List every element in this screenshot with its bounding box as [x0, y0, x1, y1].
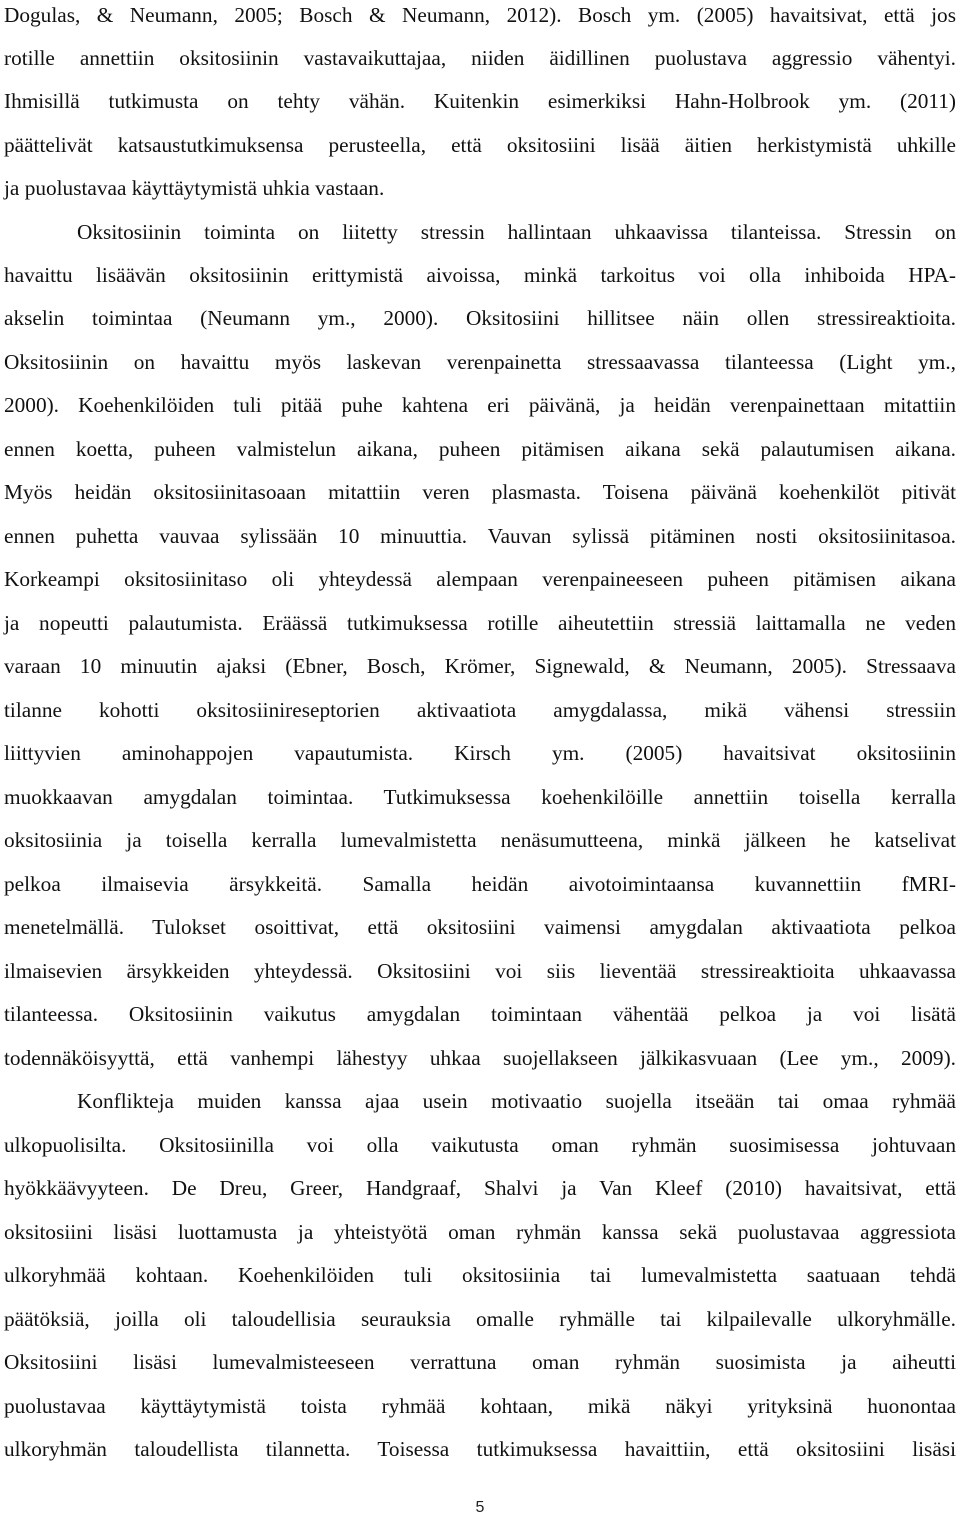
text-line: rotille annettiin oksitosiinin vastavaikuttajaa, niiden äidillinen puolustava aggressio vähentyi.	[4, 46, 956, 70]
text-line: ulkoryhmän taloudellista tilannetta. Toisessa tutkimuksessa havaittiin, että oksitosiini lisäsi	[4, 1437, 956, 1461]
text-line: Korkeampi oksitosiinitaso oli yhteydessä alempaan verenpaineeseen puheen pitämisen aikana	[4, 567, 956, 591]
text-line: todennäköisyyttä, että vanhempi lähestyy uhkaa suojellakseen jälkikasvuaan (Lee ym., 2009).	[4, 1046, 956, 1070]
text-line: menetelmällä. Tulokset osoittivat, että oksitosiini vaimensi amygdalan aktivaatiota pelkoa	[4, 915, 956, 939]
text-line: ulkopuolisilta. Oksitosiinilla voi olla vaikutusta oman ryhmän suosimisessa johtuvaan	[4, 1133, 956, 1157]
text-line: akselin toimintaa (Neumann ym., 2000). Oksitosiini hillitsee näin ollen stressireaktioita.	[4, 306, 956, 330]
paragraph-first-line: Oksitosiinin toiminta on liitetty stressin hallintaan uhkaavissa tilanteissa. Stressin on	[77, 220, 956, 244]
text-line: ilmaisevien ärsykkeiden yhteydessä. Oksitosiini voi siis lieventää stressireaktioita uhkaavassa	[4, 959, 956, 983]
text-line: Oksitosiinin on havaittu myös laskevan verenpainetta stressaavassa tilanteessa (Light ym.,	[4, 350, 956, 374]
text-line: pelkoa ilmaisevia ärsykkeitä. Samalla heidän aivotoimintaansa kuvannettiin fMRI-	[4, 872, 956, 896]
text-line: ulkoryhmää kohtaan. Koehenkilöiden tuli oksitosiinia tai lumevalmistetta saatuaan tehdä	[4, 1263, 956, 1287]
text-line: muokkaavan amygdalan toimintaa. Tutkimuksessa koehenkilöille annettiin toisella kerralla	[4, 785, 956, 809]
text-line: havaittu lisäävän oksitosiinin erittymistä aivoissa, minkä tarkoitus voi olla inhiboida HPA-	[4, 263, 956, 287]
text-line: Dogulas, & Neumann, 2005; Bosch & Neumann, 2012). Bosch ym. (2005) havaitsivat, että jos	[4, 3, 956, 27]
text-line: varaan 10 minuutin ajaksi (Ebner, Bosch, Krömer, Signewald, & Neumann, 2005). Stressaava	[4, 654, 956, 678]
paragraph-first-line: Konflikteja muiden kanssa ajaa usein motivaatio suojella itseään tai omaa ryhmää	[77, 1089, 956, 1113]
text-line: oksitosiinia ja toisella kerralla lumevalmistetta nenäsumutteena, minkä jälkeen he katselivat	[4, 828, 956, 852]
text-line: ja puolustavaa käyttäytymistä uhkia vastaan.	[4, 176, 385, 200]
text-line: päättelivät katsaustutkimuksensa perusteella, että oksitosiini lisää äitien herkistymistä uhkille	[4, 133, 956, 157]
text-line: oksitosiini lisäsi luottamusta ja yhteistyötä oman ryhmän kanssa sekä puolustavaa aggressiota	[4, 1220, 956, 1244]
text-line: Myös heidän oksitosiinitasoaan mitattiin veren plasmasta. Toisena päivänä koehenkilöt pitivät	[4, 480, 956, 504]
text-line: päätöksiä, joilla oli taloudellisia seurauksia omalle ryhmälle tai kilpailevalle ulkoryhmälle.	[4, 1307, 956, 1331]
text-line: puolustavaa käyttäytymistä toista ryhmää kohtaan, mikä näkyi yrityksinä huonontaa	[4, 1394, 956, 1418]
text-line: 2000). Koehenkilöiden tuli pitää puhe kahtena eri päivänä, ja heidän verenpainettaan mitattiin	[4, 393, 956, 417]
text-line: ja nopeutti palautumista. Eräässä tutkimuksessa rotille aiheutettiin stressiä laittamalla ne veden	[4, 611, 956, 635]
text-line: ennen puhetta vauvaa sylissään 10 minuuttia. Vauvan sylissä pitäminen nosti oksitosiinitasoa.	[4, 524, 956, 548]
text-line: ennen koetta, puheen valmistelun aikana, puheen pitämisen aikana sekä palautumisen aikana.	[4, 437, 956, 461]
text-line: hyökkäävyyteen. De Dreu, Greer, Handgraaf, Shalvi ja Van Kleef (2010) havaitsivat, että	[4, 1176, 956, 1200]
text-line: Ihmisillä tutkimusta on tehty vähän. Kuitenkin esimerkiksi Hahn-Holbrook ym. (2011)	[4, 89, 956, 113]
page-number: 5	[475, 1499, 485, 1516]
text-line: liittyvien aminohappojen vapautumista. Kirsch ym. (2005) havaitsivat oksitosiinin	[4, 741, 956, 765]
text-line: tilanne kohotti oksitosiinireseptorien aktivaatiota amygdalassa, mikä vähensi stressiin	[4, 698, 956, 722]
text-line: tilanteessa. Oksitosiinin vaikutus amygdalan toimintaan vähentää pelkoa ja voi lisätä	[4, 1002, 956, 1026]
text-line: Oksitosiini lisäsi lumevalmisteeseen verrattuna oman ryhmän suosimista ja aiheutti	[4, 1350, 956, 1374]
